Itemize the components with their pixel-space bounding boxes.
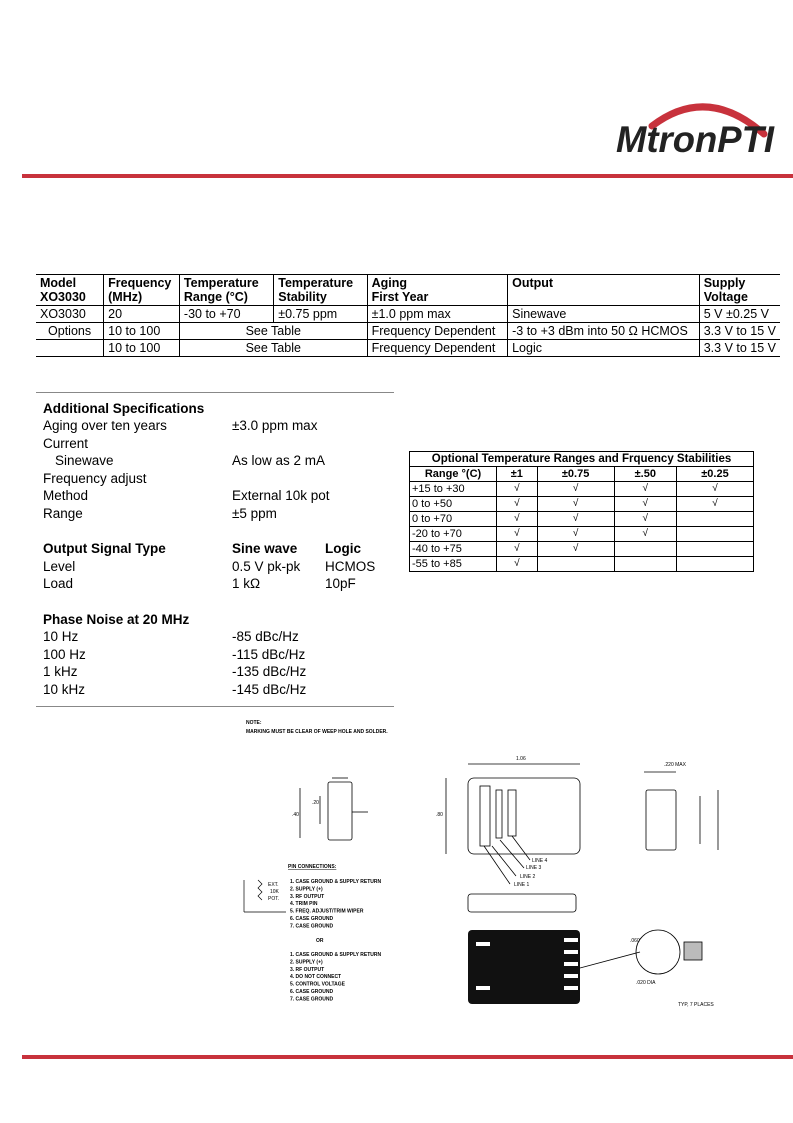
cell-aging: ±1.0 ppm max [367,306,508,323]
phase-freq: 10 Hz [43,629,79,644]
pin-title: PIN CONNECTIONS: [288,864,337,870]
cell-see-table: See Table [179,340,367,357]
top-view [446,764,580,884]
pin-item: 5. CONTROL VOLTAGE [290,981,346,988]
range-cell: -55 to +85 [410,557,497,572]
phase-value: -115 dBc/Hz [232,647,306,662]
pin-item: 1. CASE GROUND & SUPPLY RETURN [290,879,382,885]
dim-side2: .40 [292,812,299,818]
check-cell: √ [614,527,676,542]
cell-supply: 3.3 V to 15 V [699,323,780,340]
sinewave-label: Sinewave [55,453,114,468]
pot-label: POT. [268,896,280,902]
check-cell: √ [497,542,538,557]
range-label: Range [43,506,83,521]
cell-temp-range: -30 to +70 [179,306,273,323]
method-label: Method [43,488,89,503]
output-title: Output Signal Type [43,541,166,556]
col-frequency: Frequency (MHz) [104,275,180,306]
header-rule [22,174,793,178]
level-sine: 0.5 V pk-pk [232,559,301,574]
table-row [410,497,754,512]
cell-model: XO3030 [36,306,104,323]
table-row [36,323,780,340]
table-row [410,557,754,572]
sine-header: Sine wave [232,541,298,556]
spec-header-row [36,275,780,306]
dim-side: .20 [312,800,319,806]
pin-item: 2. SUPPLY (+) [290,959,323,966]
check-cell: √ [537,512,614,527]
note-text: MARKING MUST BE CLEAR OF WEEP HOLE AND SOLDER. [246,729,388,735]
check-cell: √ [677,497,754,512]
pot-label: 10K [270,889,279,895]
phase-freq: 10 kHz [43,682,86,697]
phase-value: -85 dBc/Hz [232,629,299,644]
cell-supply: 5 V ±0.25 V [699,306,780,323]
cell-aging: Frequency Dependent [367,340,508,357]
spec-table [36,274,780,357]
or-text: OR [316,938,324,944]
range-cell: -40 to +75 [410,542,497,557]
pot-label: EXT. [268,882,279,888]
aging-value: ±3.0 ppm max [232,418,318,433]
table-row [410,482,754,497]
check-cell: √ [537,482,614,497]
load-sine: 1 kΩ [232,576,261,591]
col-stab-050: ±.50 [614,467,676,482]
cell-supply: 3.3 V to 15 V [699,340,780,357]
check-cell [614,557,676,572]
dim-height: .80 [436,812,443,818]
check-cell: √ [614,482,676,497]
col-stab-025: ±0.25 [677,467,754,482]
dim-small: .060 [630,938,640,944]
pin-item: 6. CASE GROUND [290,989,334,995]
pin-item: 1. CASE GROUND & SUPPLY RETURN [290,952,382,958]
optional-header-row [410,467,754,482]
dim-max: .220 MAX [664,762,686,768]
additional-specs [36,392,394,707]
logic-header: Logic [325,541,361,556]
level-label: Level [43,559,76,574]
check-cell: √ [614,512,676,527]
check-cell [537,557,614,572]
check-cell: √ [497,497,538,512]
mechanical-drawing [240,716,760,1016]
cell-model: Options [36,323,104,340]
check-cell: √ [537,497,614,512]
line-3: LINE 3 [526,865,542,871]
cell-see-table: See Table [179,323,367,340]
cell-output: -3 to +3 dBm into 50 Ω HCMOS [508,323,700,340]
col-stab-1: ±1 [497,467,538,482]
check-cell: √ [497,527,538,542]
line-4: LINE 4 [532,858,548,864]
col-output: Output [508,275,700,306]
current-label: Current [43,436,89,451]
line-2: LINE 2 [520,874,536,880]
side-view-left [300,778,368,840]
load-logic: 10pF [325,576,356,591]
line-1: LINE 1 [514,882,530,888]
side-view-right [644,772,718,850]
profile-view [468,894,576,912]
typ-note: TYP, 7 PLACES [678,1002,714,1008]
phase-title: Phase Noise at 20 MHz [43,612,190,627]
optional-table-title: Optional Temperature Ranges and Frquency Stabilities [410,452,754,467]
logo-text: MtronPTI [616,119,775,160]
pin-item: 7. CASE GROUND [290,996,334,1003]
optional-temp-table [409,451,754,572]
aging-label: Aging over ten years [43,418,167,433]
pin-item: 6. CASE GROUND [290,916,334,922]
phase-freq: 100 Hz [43,647,86,662]
check-cell [677,542,754,557]
cell-freq: 10 to 100 [104,323,180,340]
pin-item: 7. CASE GROUND [290,923,334,930]
optional-table-body [410,482,754,572]
phase-value: -135 dBc/Hz [232,664,307,679]
cell-aging: Frequency Dependent [367,323,508,340]
cell-freq: 20 [104,306,180,323]
col-aging: Aging First Year [367,275,508,306]
check-cell [677,557,754,572]
range-cell: 0 to +50 [410,497,497,512]
check-cell: √ [537,542,614,557]
pin-item: 2. SUPPLY (+) [290,886,323,893]
pin-list-b [290,952,382,1002]
col-supply: Supply Voltage [699,275,780,306]
additional-title: Additional Specifications [43,401,205,416]
cell-freq: 10 to 100 [104,340,180,357]
col-stab-075: ±0.75 [537,467,614,482]
range-value: ±5 ppm [232,506,277,521]
check-cell [677,512,754,527]
cell-stability: ±0.75 ppm [274,306,367,323]
cell-model [36,340,104,357]
pin-item: 3. RF OUTPUT [290,893,325,900]
table-row [410,527,754,542]
load-label: Load [43,576,74,591]
check-cell: √ [537,527,614,542]
pot-symbol [244,880,286,912]
check-cell [677,527,754,542]
mtronpti-logo [612,94,782,178]
check-cell: √ [497,557,538,572]
check-cell: √ [497,512,538,527]
col-model: Model XO3030 [36,275,104,306]
check-cell: √ [614,497,676,512]
sinewave-value: As low as 2 mA [232,453,326,468]
range-cell: -20 to +70 [410,527,497,542]
phase-freq: 1 kHz [43,664,78,679]
table-row [36,306,780,323]
check-cell [614,542,676,557]
pin-item: 4. TRIM PIN [290,901,318,908]
col-range: Range °(C) [410,467,497,482]
pin-item: 5. FREQ. ADJUST/TRIM WIPER [290,908,364,915]
phase-value: -145 dBc/Hz [232,682,307,697]
freq-adjust-label: Frequency adjust [43,471,147,486]
range-cell: +15 to +30 [410,482,497,497]
cell-output: Logic [508,340,700,357]
dim-dia: .020 DIA [636,980,656,986]
col-temp-range: Temperature Range (°C) [179,275,273,306]
check-cell: √ [677,482,754,497]
bottom-view [468,930,702,1004]
check-cell: √ [497,482,538,497]
table-row [410,512,754,527]
level-logic: HCMOS [325,559,376,574]
footer-rule [22,1055,793,1059]
pin-item: 4. DO NOT CONNECT [290,974,342,981]
cell-output: Sinewave [508,306,700,323]
method-value: External 10k pot [232,488,330,503]
note-title: NOTE: [246,720,262,726]
table-row [410,542,754,557]
range-cell: 0 to +70 [410,512,497,527]
table-row [36,340,780,357]
dim-top: 1.06 [516,756,526,762]
pin-item: 3. RF OUTPUT [290,966,325,973]
col-temp-stability: Temperature Stability [274,275,367,306]
pin-list-a [290,879,382,929]
